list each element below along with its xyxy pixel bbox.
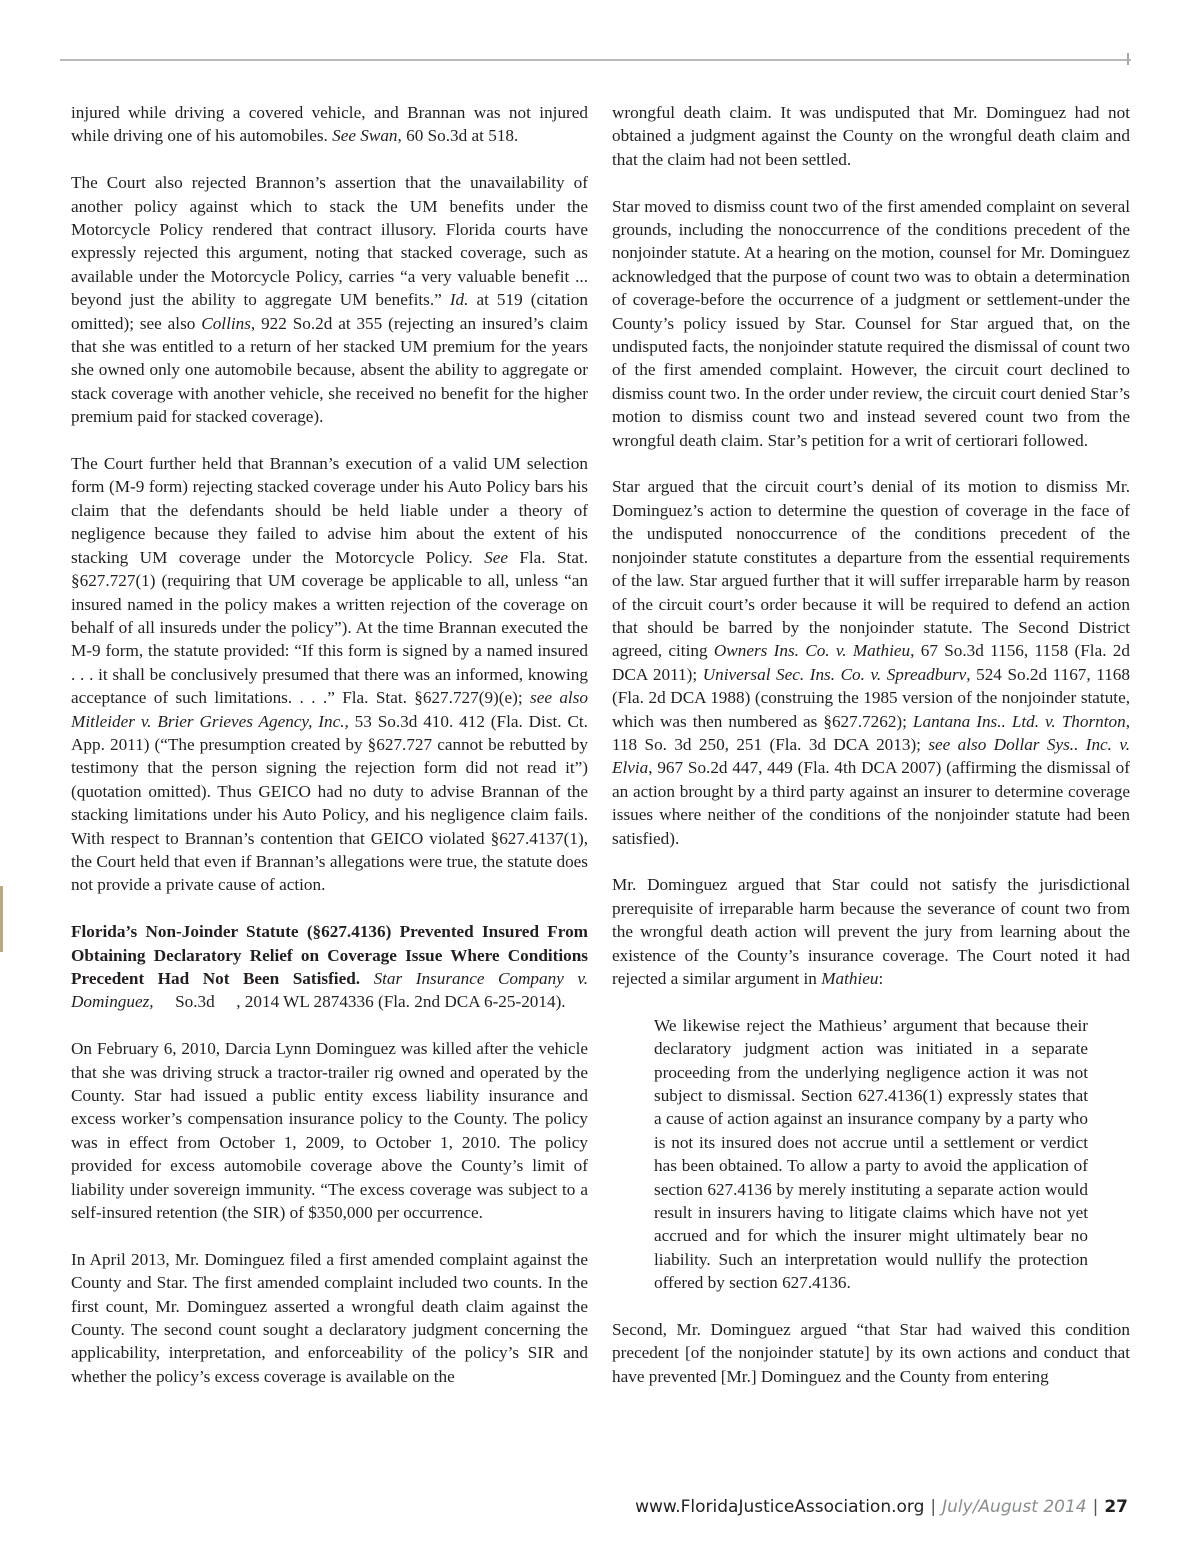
paragraph: The Court further held that Brannan’s execution of a valid UM selection form (M-9 form) rejecting stacked coverage under his Auto Policy bars his claim that the defendants should be held liable under a theory of negligence because they failed to advise him about the extent of his stacking UM coverage under the Motorcycle Policy. See Fla. Stat. §627.727(1) (requiring that UM coverage be applicable to all, unless “an insured named in the policy makes a written rejection of the coverage on behalf of all insureds under the policy”). At the time Brannan executed the M-9 form, the statute provided: “If this form is signed by a named insured . . . it shall be conclusively presumed that there was an informed, knowing acceptance of such limitations. . . .” Fla. Stat. §627.727(9)(e); see also Mitleider v. Brier Grieves Agency, Inc., 53 So.3d 410. 412 (Fla. Dist. Ct. App. 2011) (“The presumption created by §627.727 cannot be rebutted by testimony that the person signing the rejection form did not read it”) (quotation omitted). Thus GEICO had no duty to advise Brannan of the stacking limitations under his Auto Policy, and his negligence claim fails. With respect to Brannan’s contention that GEICO violated §627.4137(1), the Court held that even if Brannan’s allegations were true, the statute does not provide a private cause of action. (71, 454, 589, 895)
paragraph: Second, Mr. Dominguez argued “that Star had waived this condition precedent [of the nonjoinder statute] by its own actions and conduct that have prevented [Mr.] Dominguez and the County from entering (612, 1320, 1130, 1386)
paragraph: In April 2013, Mr. Dominguez filed a first amended complaint against the County and Star. The first amended complaint included two counts. In the first count, Mr. Dominguez asserted a wrongful death claim against the County. The second count sought a declaratory judgment concerning the applicability, interpretation, and enforceability of the policy’s SIR and whether the policy’s excess coverage is available on the (71, 1249, 588, 1386)
header-rule (60, 59, 1131, 61)
right-column (612, 101, 1130, 1412)
block-quote: We likewise reject the Mathieus’ argument that because their declaratory judgment action was initiated in a separate proceeding from the underlying negligence action it was not subject to dismissal. Section 627.4136(1) expressly states that a cause of action against an insurance company by a party who is not its insured does not accrue until a settlement or verdict has been obtained. To allow a party to avoid the application of section 627.4136 by merely instituting a separate action would result in insurers having to litigate claims which have not yet accrued and for which the insurer might ultimately bear no liability. Such an interpretation would nullify the protection offered by section 627.4136. (654, 1015, 1088, 1293)
paragraph: On February 6, 2010, Darcia Lynn Dominguez was killed after the vehicle that she was driving struck a tractor-trailer rig owned and operated by the County. Star had issued a public entity excess liability insurance and excess worker’s compensation insurance policy to the County. The policy was in effect from October 1, 2009, to October 1, 2010. The policy provided for excess automobile coverage above the County’s limit of liability under sovereign immunity. “The excess coverage was subject to a self-insured retention (the SIR) of $350,000 per occurrence. (71, 1039, 588, 1223)
section-heading: Florida’s Non-Joinder Statute (§627.4136) Prevented Insured From Obtaining Declaratory Relief on Coverage Issue Where Conditions Precedent Had Not Been Satisfied. Star Insurance Company v. Dominguez, So.3d , 2014 WL 2874336 (Fla. 2nd DCA 6-25-2014). (71, 922, 588, 1012)
page-edge-mark (0, 886, 3, 952)
case-name: Star Insurance Company v. Dominguez, (71, 968, 588, 1012)
paragraph: The Court also rejected Brannon’s assertion that the unavailability of another policy against which to stack the UM benefits under the Motorcycle Policy rendered that contract illusory. Florida courts have expressly rejected this argument, noting that stacked coverage, such as available under the Motorcycle Policy, carries “a very valuable benefit ... beyond just the ability to aggregate UM benefits.” Id. at 519 (citation omitted); see also Collins, 922 So.2d at 355 (rejecting an insured’s claim that she was entitled to a return of her stacked UM premium for the years she owned only one automobile because, absent the ability to aggregate or stack coverage with another vehicle, she received no benefit for the higher premium paid for stacked coverage). (71, 173, 588, 427)
page-footer (635, 1497, 1128, 1517)
paragraph: injured while driving a covered vehicle, and Brannan was not injured while driving one of his automobiles. See Swan, 60 So.3d at 518. (71, 103, 588, 146)
paragraph: Mr. Dominguez argued that Star could not satisfy the jurisdictional prerequisite of irreparable harm because the severance of count two from the wrongful death action will prevent the jury from learning about the existence of the County’s insurance coverage. The Court noted it had rejected a similar argument in Mathieu: (612, 875, 1130, 988)
page-number: 27 (1104, 1497, 1128, 1517)
header-rule-end-tick (1127, 53, 1129, 65)
left-column (71, 101, 588, 1412)
footer-separator: | (930, 1497, 937, 1517)
paragraph: wrongful death claim. It was undisputed that Mr. Dominguez had not obtained a judgment against the County on the wrongful death claim and that the claim had not been settled. (612, 103, 1130, 169)
footer-issue-date: July/August 2014 (942, 1497, 1087, 1517)
footer-website-link[interactable]: www.FloridaJusticeAssociation.org (635, 1497, 925, 1517)
paragraph: Star moved to dismiss count two of the first amended complaint on several grounds, including the nonoccurrence of the conditions precedent of the nonjoinder statute. At a hearing on the motion, counsel for Mr. Dominguez acknowledged that the purpose of count two was to obtain a determination of coverage-before the occurrence of a judgment or settlement-under the County’s policy issued by Star. Counsel for Star argued that, on the undisputed facts, the nonjoinder statute required the dismissal of count two of the first amended complaint. However, the circuit court declined to dismiss count two. In the order under review, the circuit court denied Star’s motion to dismiss count two and instead severed count two from the wrongful death claim. Star’s petition for a writ of certiorari followed. (612, 196, 1130, 450)
paragraph: Star argued that the circuit court’s denial of its motion to dismiss Mr. Dominguez’s action to determine the question of coverage in the face of the undisputed nonoccurrence of the conditions precedent of the nonjoinder statute constitutes a departure from the essential requirements of the law. Star argued further that it will suffer irreparable harm by reason of the circuit court’s order because it will be required to defend an action that should be barred by the nonjoinder statute. The Second District agreed, citing Owners Ins. Co. v. Mathieu, 67 So.3d 1156, 1158 (Fla. 2d DCA 2011); Universal Sec. Ins. Co. v. Spreadburv, 524 So.2d 1167, 1168 (Fla. 2d DCA 1988) (construing the 1985 version of the nonjoinder statute, which was then numbered as §627.7262); Lantana Ins.. Ltd. v. Thornton, 118 So. 3d 250, 251 (Fla. 3d DCA 2013); see also Dollar Sys.. Inc. v. Elvia, 967 So.2d 447, 449 (Fla. 4th DCA 2007) (affirming the dismissal of an action brought by a third party against an insurer to determine coverage issues where neither of the conditions of the nonjoinder statute had been satisfied). (612, 477, 1130, 848)
footer-separator: | (1092, 1497, 1099, 1517)
